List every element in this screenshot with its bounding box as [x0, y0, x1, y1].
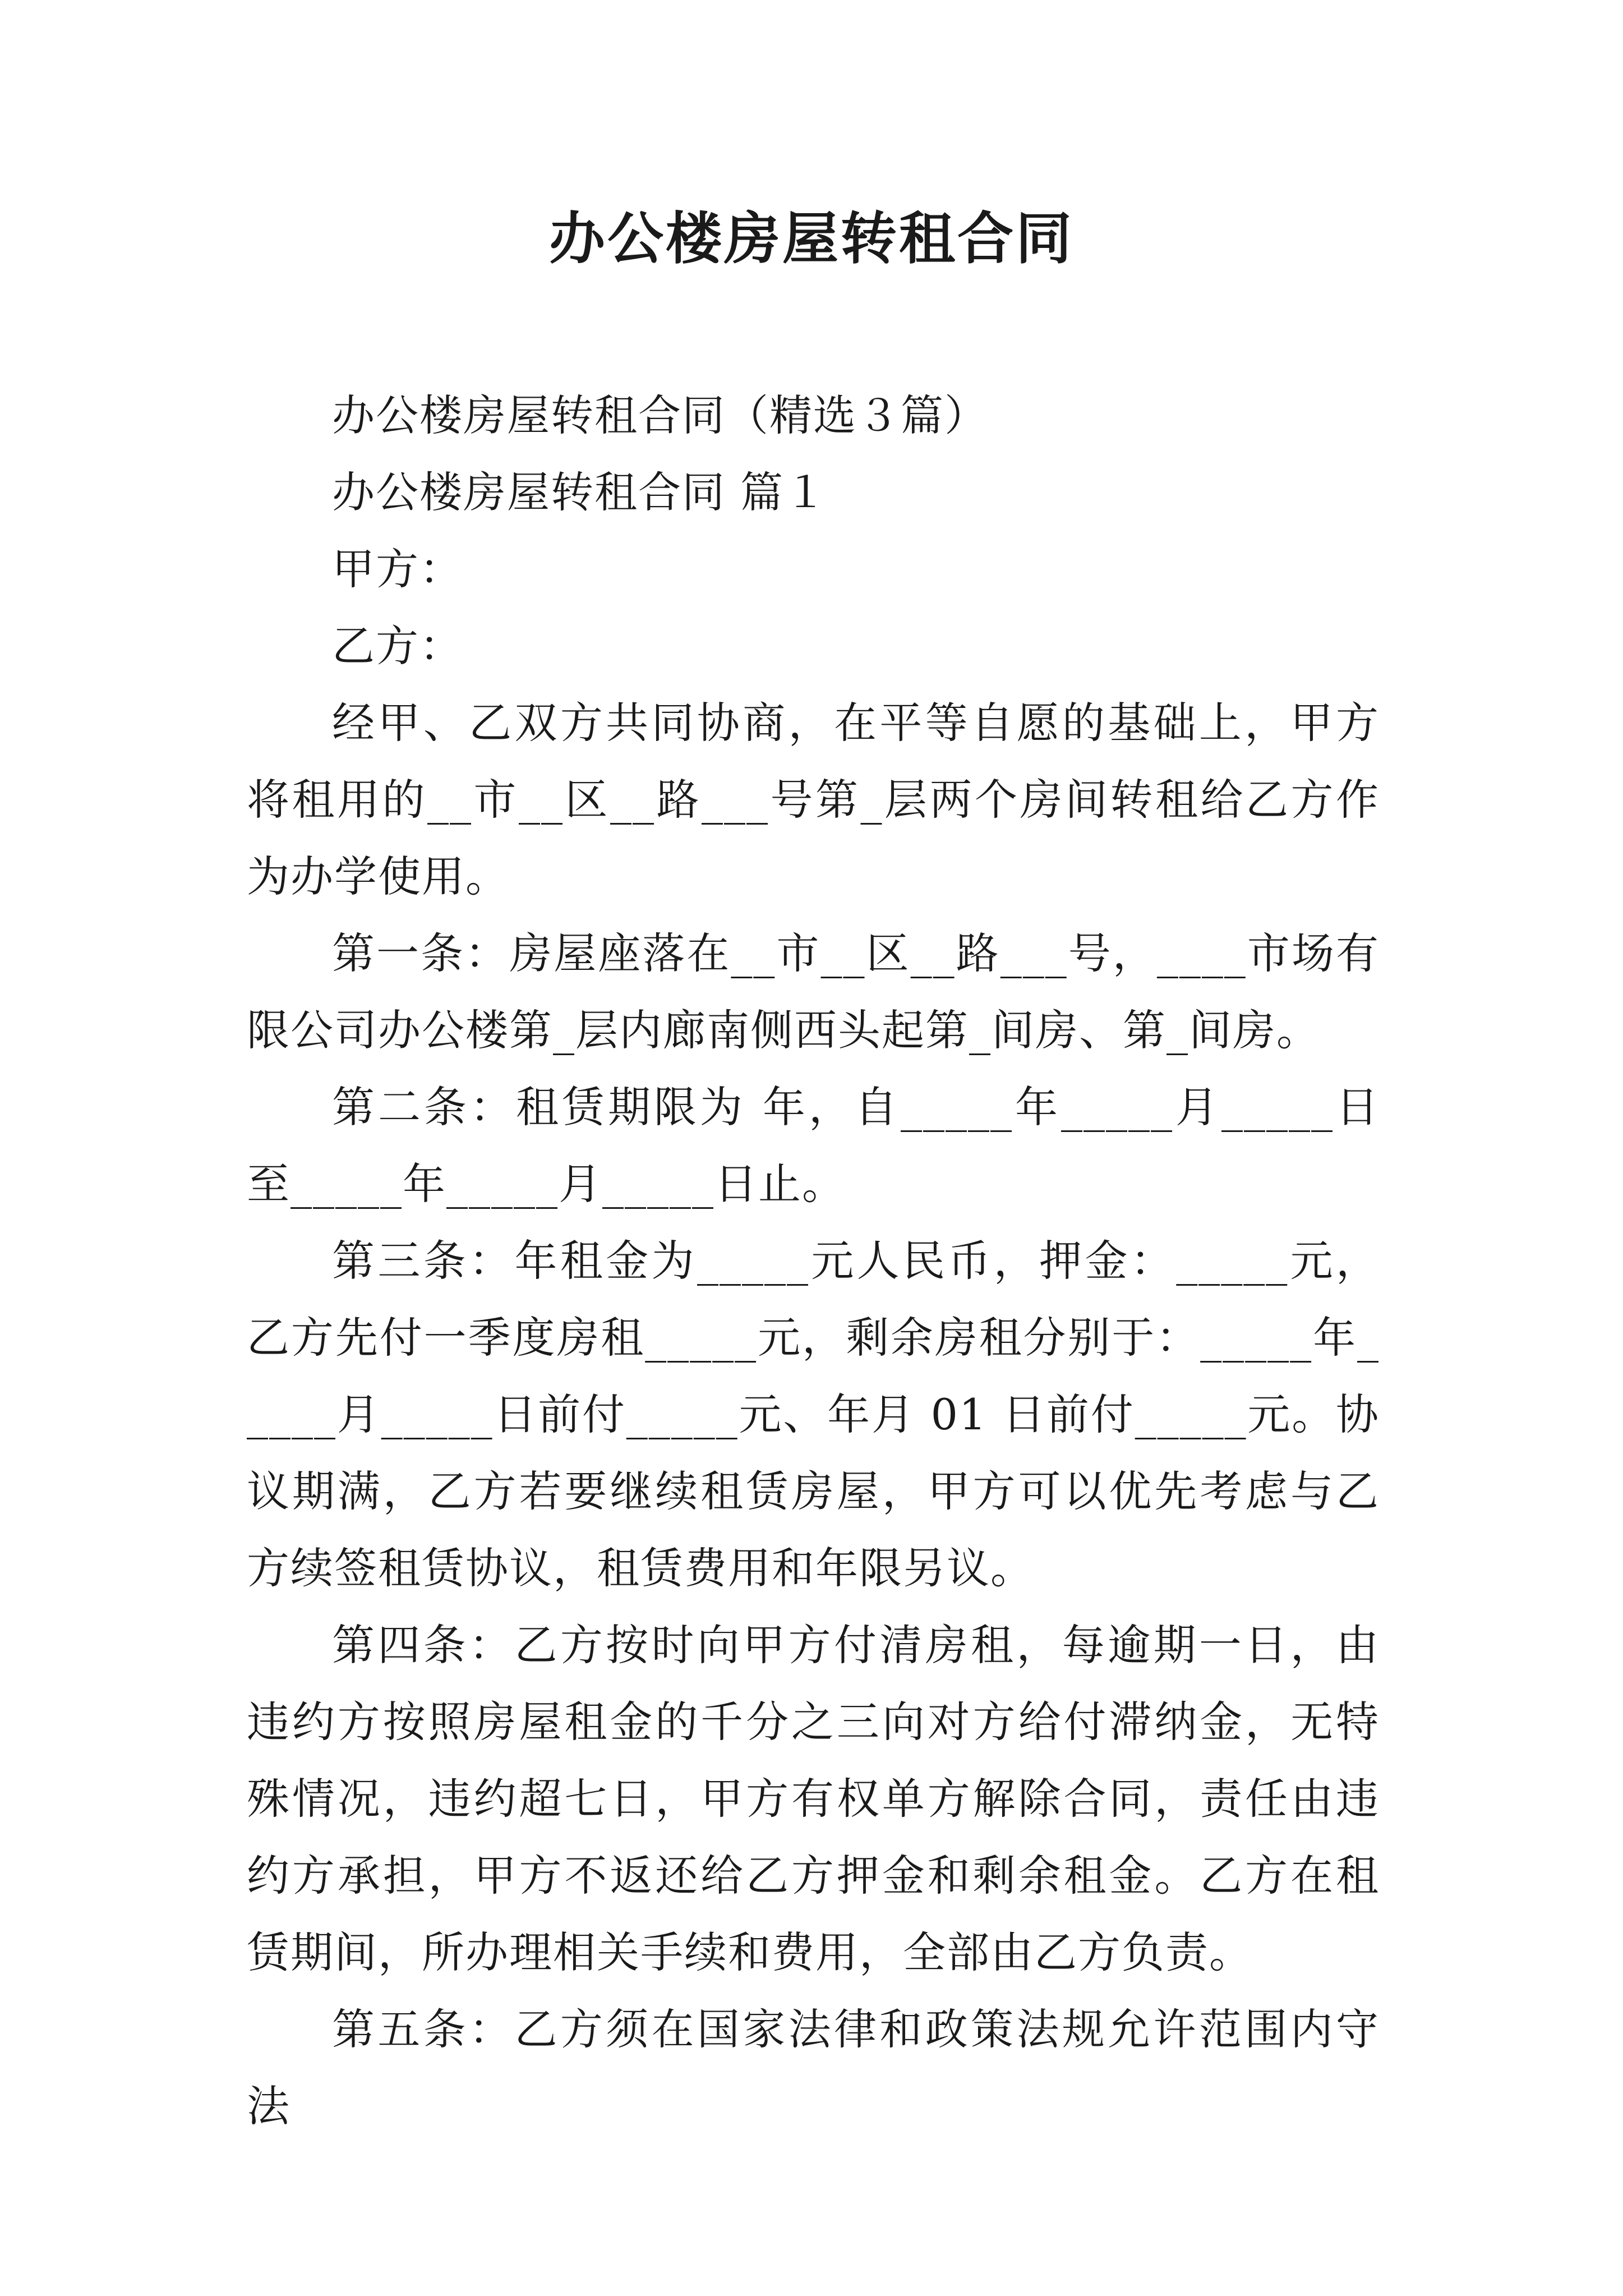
document-body	[247, 377, 1380, 2145]
article-1-paragraph: 第一条：房屋座落在__市__区__路___号，____市场有限公司办公楼第_层内廊南侧西头起第_间房、第_间房。	[247, 928, 1380, 1055]
article-2-paragraph: 第二条：租赁期限为 年，自_____年_____月_____日至_____年_____月_____日止。	[247, 1082, 1380, 1209]
party-b-line: 乙方：	[332, 621, 463, 671]
document-title: 办公楼房屋转租合同	[549, 205, 1074, 272]
section-heading: 办公楼房屋转租合同 篇１	[332, 467, 828, 517]
party-a-line: 甲方：	[332, 544, 463, 594]
article-3-paragraph: 第三条：年租金为_____元人民币，押金：_____元，乙方先付一季度房租_____元，剩余房租分别于：_____年_____月_____日前付_____元、年月 01 日前付_____元。协议期满，乙方若要继续租赁房屋，甲方可以优先考虑与乙方续签租赁协议，租赁费用和年限另议。	[247, 1236, 1380, 1593]
article-4-paragraph: 第四条：乙方按时向甲方付清房租，每逾期一日，由违约方按照房屋租金的千分之三向对方给付滞纳金，无特殊情况，违约超七日，甲方有权单方解除合同，责任由违约方承担，甲方不返还给乙方押金和剩余租金。乙方在租赁期间，所办理相关手续和费用，全部由乙方负责。	[247, 1620, 1380, 1977]
subtitle-paragraph: 办公楼房屋转租合同（精选３篇）	[332, 390, 988, 440]
preamble-paragraph: 经甲、乙双方共同协商，在平等自愿的基础上，甲方将租用的__市__区__路___号第_层两个房间转租给乙方作为办学使用。	[247, 698, 1380, 901]
article-5-paragraph: 第五条：乙方须在国家法律和政策法规允许范围内守法	[247, 2004, 1380, 2131]
